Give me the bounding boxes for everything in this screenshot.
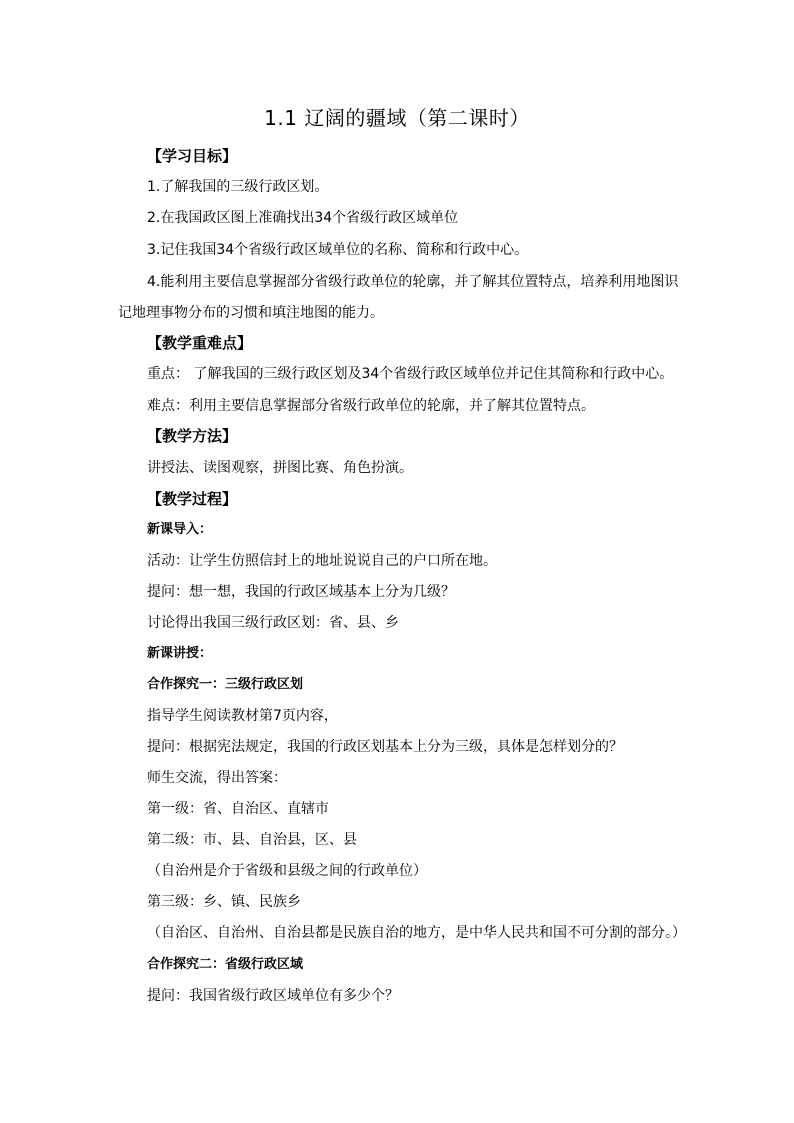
process-heading: 【教学过程】 (147, 490, 238, 508)
intro-item-1: 活动：让学生仿照信封上的地址说说自己的户口所在地。 (147, 553, 497, 569)
methods-heading: 【教学方法】 (147, 427, 238, 445)
key-points-heading: 【教学重难点】 (147, 334, 253, 352)
document-title: 1.1 辽阔的疆域（第二课时） (264, 106, 530, 130)
objective-item-1: 1.了解我国的三级行政区划。 (147, 179, 329, 195)
intro-item-3: 讨论得出我国三级行政区划：省、县、乡 (147, 615, 399, 631)
objective-item-4: 4.能利用主要信息掌握部分省级行政单位的轮廓，并了解其位置特点，培养利用地图识 (147, 274, 679, 290)
explore2-label: 合作探究二：省级行政区域 (147, 957, 304, 972)
explore1-item-4: 第一级：省、自治区、直辖市 (147, 801, 329, 817)
methods-item: 讲授法、读图观察，拼图比赛、角色扮演。 (147, 460, 413, 476)
objective-item-2: 2.在我国政区图上准确找出34个省级行政区域单位 (147, 210, 459, 226)
objective-item-4-continued: 记地理事物分布的习惯和填注地图的能力。 (118, 305, 384, 321)
objective-item-3: 3.记住我国34个省级行政区域单位的名称、简称和行政中心。 (147, 242, 529, 258)
explore1-label: 合作探究一：三级行政区划 (147, 677, 304, 692)
explore1-item-2: 提问：根据宪法规定，我国的行政区划基本上分为三级，具体是怎样划分的？ (147, 739, 623, 755)
objectives-heading: 【学习目标】 (147, 147, 238, 165)
lecture-label: 新课讲授： (147, 646, 213, 661)
explore2-item-1: 提问：我国省级行政区域单位有多少个？ (147, 988, 399, 1004)
explore1-item-5: 第二级：市、县、自治县，区、县 (147, 832, 357, 848)
intro-item-2: 提问：想一想，我国的行政区域基本上分为几级？ (147, 584, 455, 600)
key-point-item: 重点： 了解我国的三级行政区划及34个省级行政区域单位并记住其简称和行政中心。 (147, 366, 674, 382)
explore1-item-8: （自治区、自治州、自治县都是民族自治的地方，是中华人民共和国不可分割的部分。） (147, 925, 686, 941)
explore1-item-6: （自治州是介于省级和县级之间的行政单位） (147, 863, 427, 879)
intro-label: 新课导入： (147, 522, 213, 537)
explore1-item-7: 第三级：乡、镇、民族乡 (147, 894, 301, 910)
explore1-item-1: 指导学生阅读教材第7页内容， (147, 708, 338, 724)
explore1-item-3: 师生交流，得出答案： (147, 770, 287, 786)
difficult-point-item: 难点：利用主要信息掌握部分省级行政单位的轮廓，并了解其位置特点。 (147, 398, 595, 414)
